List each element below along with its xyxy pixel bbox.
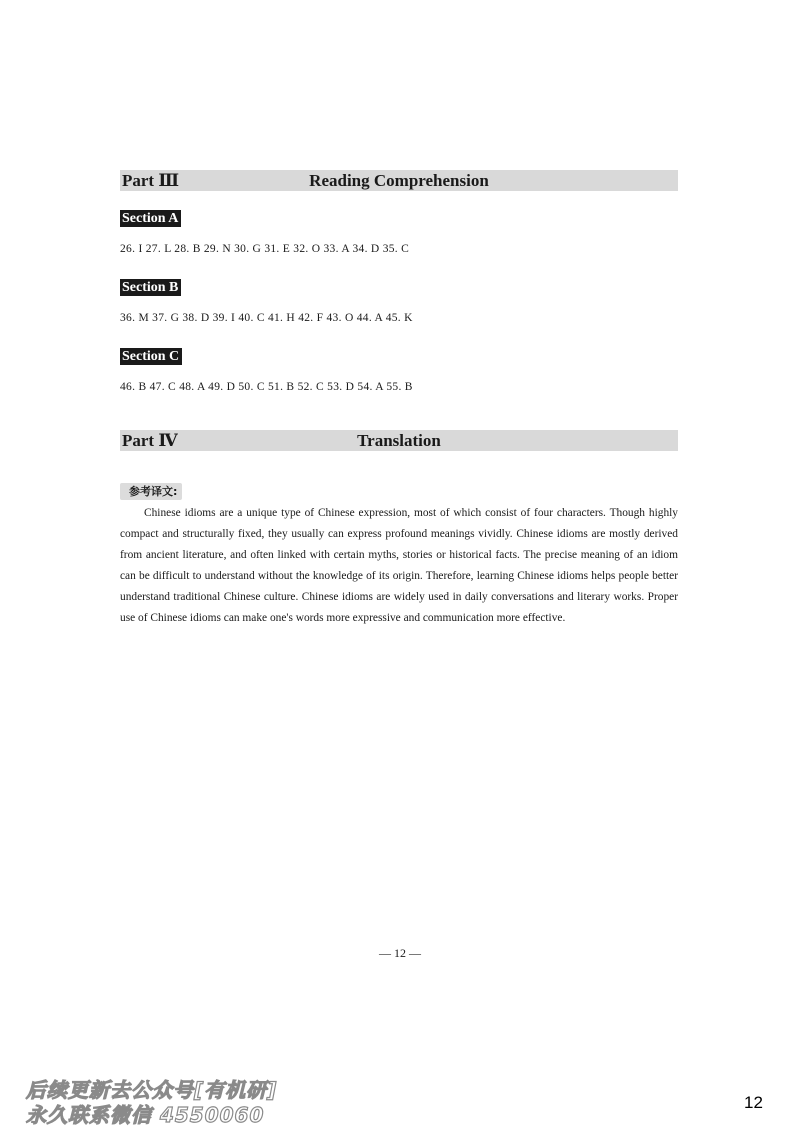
watermark-line-1: 后续更新去公众号[有机研]: [26, 1078, 278, 1102]
section-b-label: Section B: [120, 279, 181, 296]
part-3-label: Part Ⅲ: [122, 171, 180, 190]
part-4-title: Translation: [357, 431, 441, 450]
translation-paragraph: Chinese idioms are a unique type of Chinese expression, most of which consist of four characters. Though highly compact and structurally fixed, they usually can express profound meanings vividly. Chinese idioms are mostly derived from ancient literature, and often linked with certain myths, stories or historical facts. The precise meaning of an idiom can be difficult to understand without the knowledge of its origin. Therefore, learning Chinese idioms helps people better understand traditional Chinese culture. Chinese idioms are widely used in daily conversations and literary works. Proper use of Chinese idioms can make one's words more expressive and communication more effective.: [120, 507, 678, 625]
page-number: — 12 —: [379, 946, 421, 960]
part-3-title: Reading Comprehension: [309, 171, 489, 190]
section-c-answers: 46. B 47. C 48. A 49. D 50. C 51. B 52. C 53. D 54. A 55. B: [120, 381, 413, 393]
part-4-label: Part Ⅳ: [122, 431, 178, 450]
reference-translation-label: 参考译文:: [120, 483, 182, 500]
section-a-label: Section A: [120, 210, 181, 227]
part-3-header: [120, 170, 678, 191]
watermark-line-2: 永久联系微信 4550060: [26, 1103, 265, 1127]
section-b-answers: 36. M 37. G 38. D 39. I 40. C 41. H 42. F 43. O 44. A 45. K: [120, 312, 413, 324]
section-c-label: Section C: [120, 348, 182, 365]
part-4-header: [120, 430, 678, 451]
section-a-answers: 26. I 27. L 28. B 29. N 30. G 31. E 32. O 33. A 34. D 35. C: [120, 243, 410, 255]
corner-page-number: 12: [744, 1093, 763, 1112]
